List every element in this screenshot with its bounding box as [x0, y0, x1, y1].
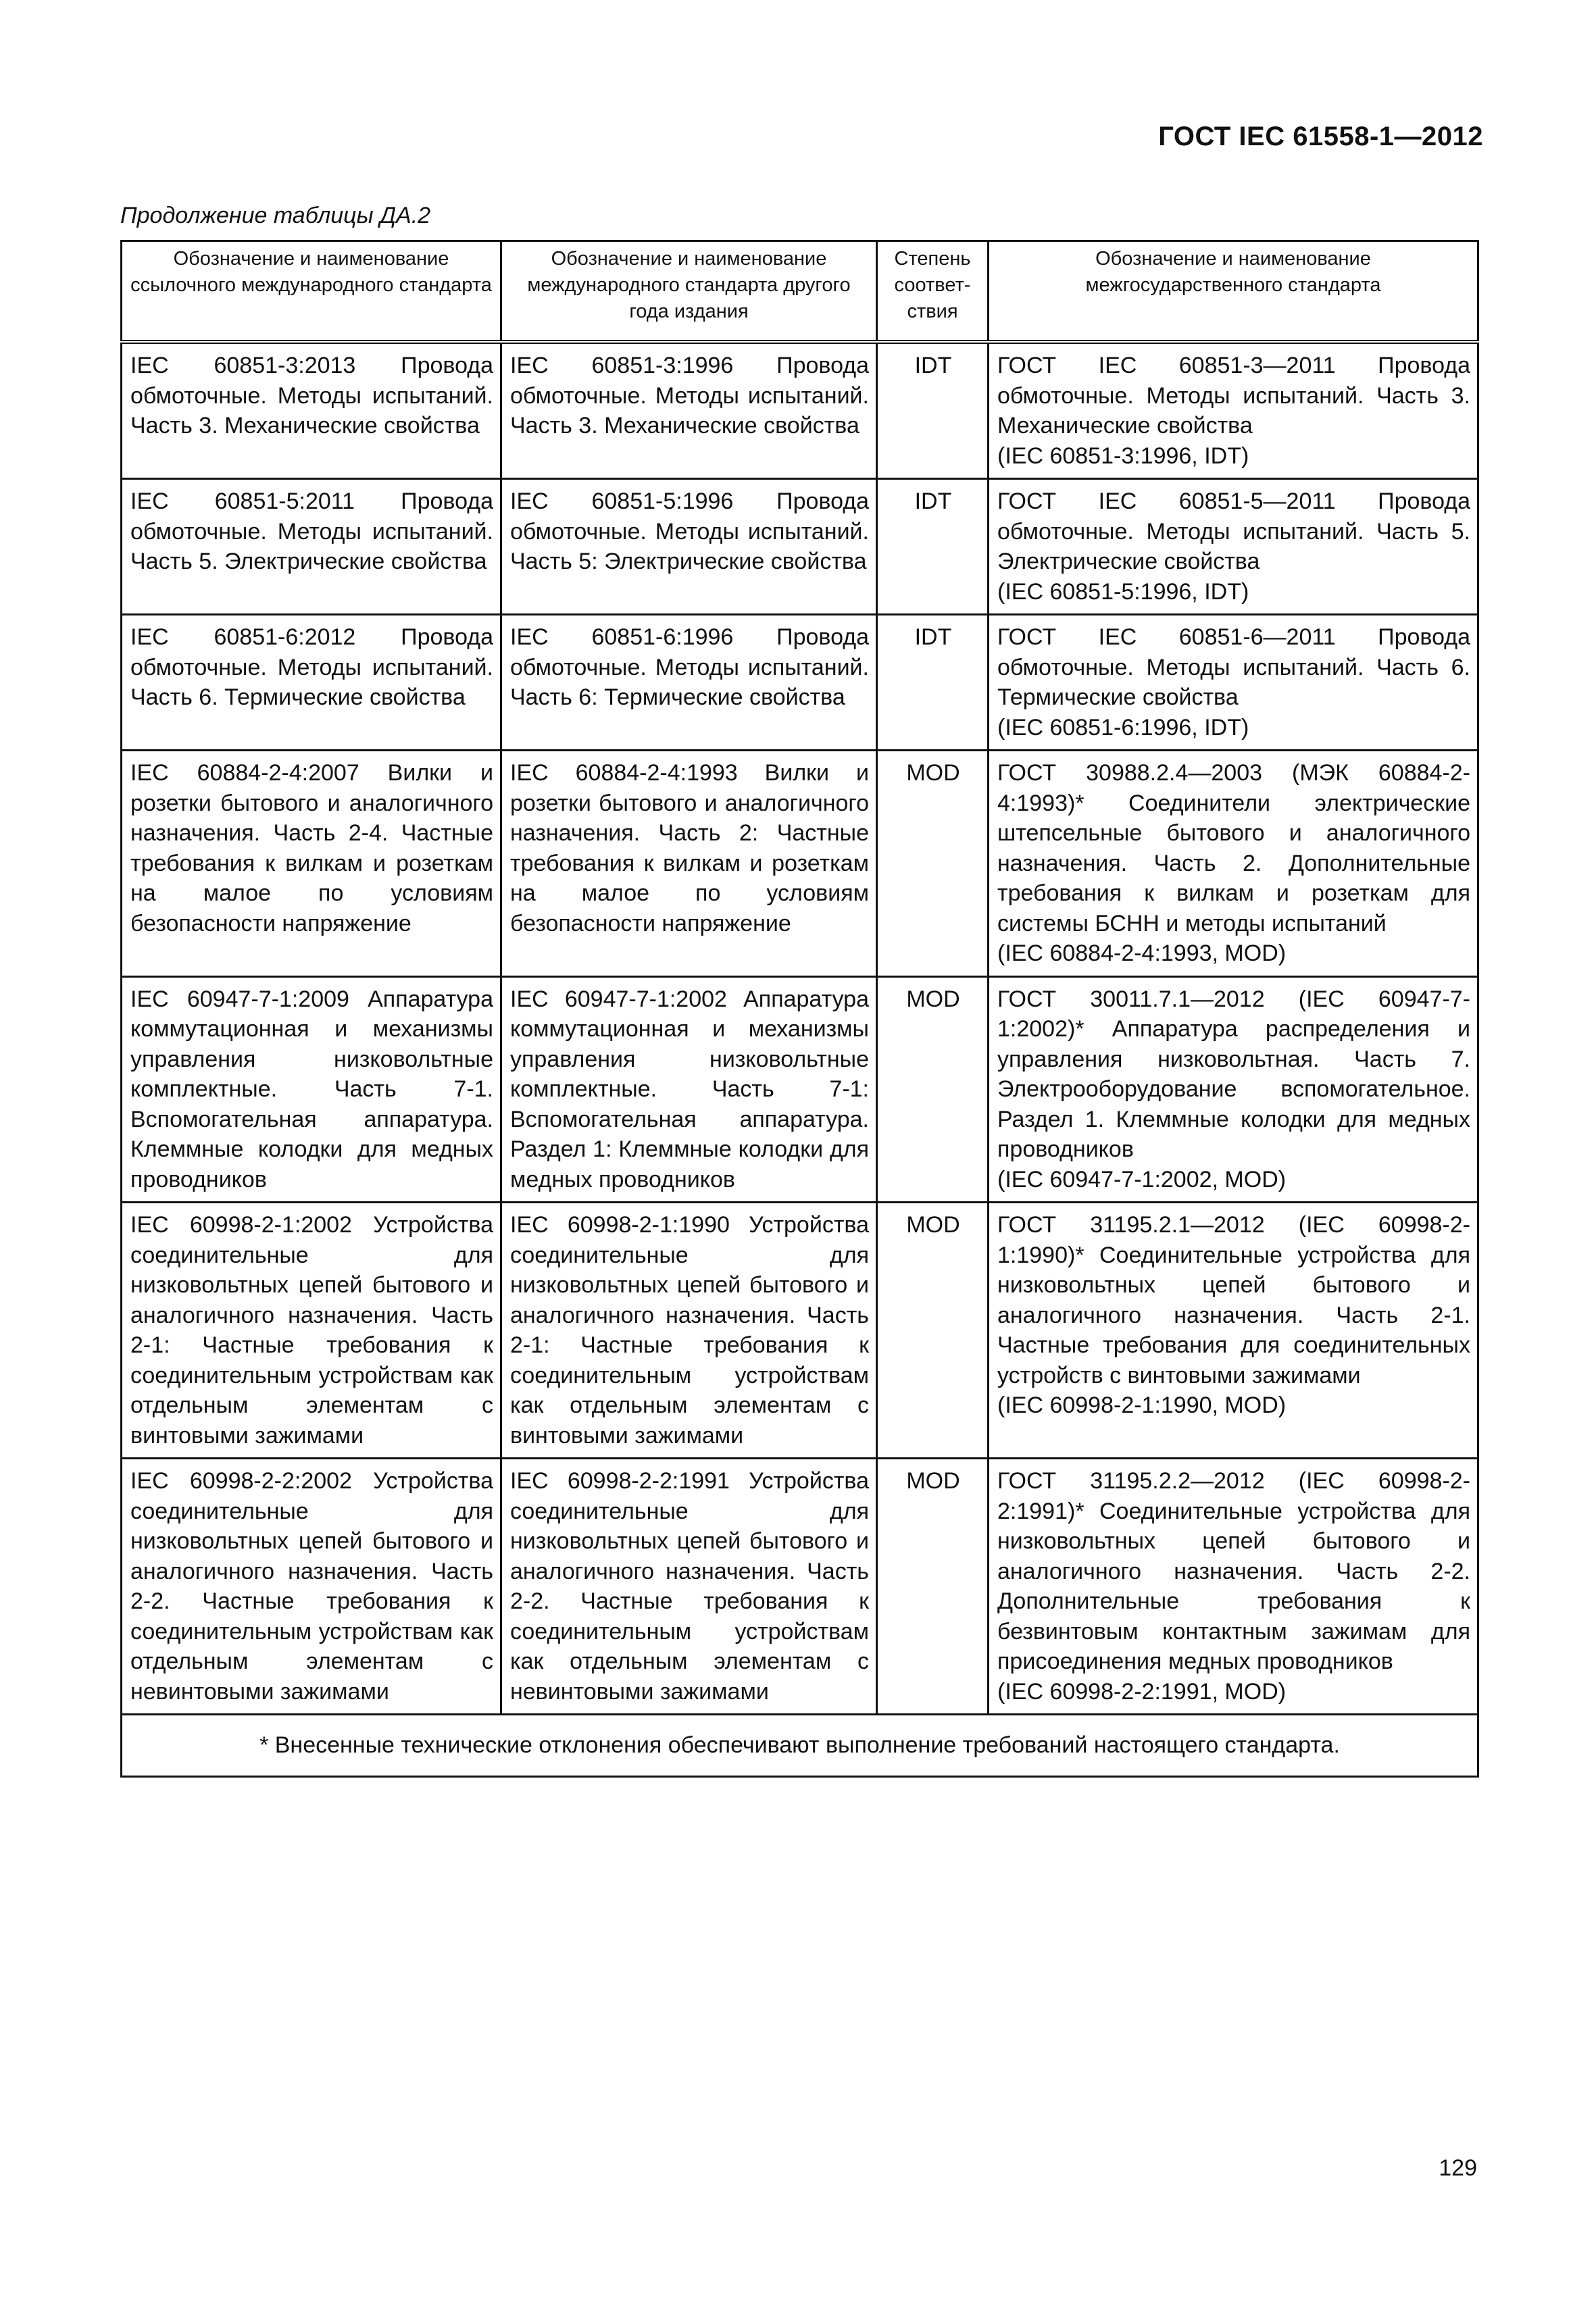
cell-interstate: ГОСТ 30988.2.4—2003 (МЭК 60884-2-4:1993)* Соединители электрические штепсельные бытового и аналогичного назначения. Часть 2. Дополнительные требования к вилкам и розеткам для системы БСНН и методы испытаний (IEC 60884-2-4:1993, MOD)	[989, 751, 1478, 977]
cell-international: IEC 60851-3:2013 Провода обмоточные. Методы испытаний. Часть 3. Механические свойства	[122, 342, 501, 479]
table-row	[122, 1459, 1478, 1715]
header-degree-of-conformity: Степень соответ-ствия	[877, 241, 989, 331]
table-caption: Продолжение таблицы ДА.2	[120, 203, 431, 228]
cell-degree: MOD	[877, 751, 989, 977]
cell-other-year: IEC 60998-2-2:1991 Устройства соединительные для низковольтных цепей бытового и аналогичного назначения. Часть 2-2. Частные требования к соединительным устройствам как отдельным элементам с невинтовыми зажимами	[501, 1459, 877, 1715]
cell-degree: IDT	[877, 342, 989, 479]
table-row	[122, 976, 1478, 1203]
table-header-row	[122, 241, 1478, 331]
cell-degree: MOD	[877, 1459, 989, 1715]
cell-international: IEC 60998-2-2:2002 Устройства соединительные для низковольтных цепей бытового и аналогичного назначения. Часть 2-2. Частные требования к соединительным устройствам как отдельным элементам с невинтовыми зажимами	[122, 1459, 501, 1715]
cell-interstate: ГОСТ 30011.7.1—2012 (IEC 60947-7-1:2002)* Аппаратура распределения и управления низковольтная. Часть 7. Электрооборудование вспомогательное. Раздел 1. Клеммные колодки для медных проводников (IEC 60947-7-1:2002, MOD)	[989, 976, 1478, 1203]
cell-international: IEC 60851-5:2011 Провода обмоточные. Методы испытаний. Часть 5. Электрические свойства	[122, 479, 501, 615]
page-number: 129	[1439, 2155, 1477, 2181]
footnote-row	[122, 1715, 1478, 1777]
cell-other-year: IEC 60947-7-1:2002 Аппаратура коммутационная и механизмы управления низковольтные комплектные. Часть 7-1: Вспомогательная аппаратура. Раздел 1: Клеммные колодки для медных проводников	[501, 976, 877, 1203]
cell-international: IEC 60947-7-1:2009 Аппаратура коммутационная и механизмы управления низковольтные комплектные. Часть 7-1. Вспомогательная аппаратура. Клеммные колодки для медных проводников	[122, 976, 501, 1203]
cell-international: IEC 60884-2-4:2007 Вилки и розетки бытового и аналогичного назначения. Часть 2-4. Частные требования к вилкам и розеткам на малое по условиям безопасности напряжение	[122, 751, 501, 977]
table-row	[122, 1203, 1478, 1459]
standards-table	[120, 240, 1479, 1778]
table-row	[122, 479, 1478, 615]
cell-other-year: IEC 60851-6:1996 Провода обмоточные. Методы испытаний. Часть 6: Термические свойства	[501, 615, 877, 751]
table-footnote: * Внесенные технические отклонения обеспечивают выполнение требований настоящего стандарта.	[122, 1715, 1478, 1777]
table-row	[122, 615, 1478, 751]
table-row	[122, 751, 1478, 977]
header-separator	[122, 330, 1478, 342]
table-row	[122, 342, 1478, 479]
cell-international: IEC 60851-6:2012 Провода обмоточные. Методы испытаний. Часть 6. Термические свойства	[122, 615, 501, 751]
cell-other-year: IEC 60851-5:1996 Провода обмоточные. Методы испытаний. Часть 5: Электрические свойства	[501, 479, 877, 615]
cell-degree: MOD	[877, 976, 989, 1203]
cell-interstate: ГОСТ IEC 60851-6—2011 Провода обмоточные. Методы испытаний. Часть 6. Термические свойства (IEC 60851-6:1996, IDT)	[989, 615, 1478, 751]
header-other-year-standard: Обозначение и наименование международного стандарта другого года издания	[501, 241, 877, 331]
cell-interstate: ГОСТ 31195.2.1—2012 (IEC 60998-2-1:1990)* Соединительные устройства для низковольтных цепей бытового и аналогичного назначения. Часть 2-1. Частные требования для соединительных устройств с винтовыми зажимами (IEC 60998-2-1:1990, MOD)	[989, 1203, 1478, 1459]
document-header: ГОСТ IEC 61558-1—2012	[1158, 122, 1483, 151]
cell-interstate: ГОСТ 31195.2.2—2012 (IEC 60998-2-2:1991)* Соединительные устройства для низковольтных цепей бытового и аналогичного назначения. Часть 2-2. Дополнительные требования к безвинтовым контактным зажимам для присоединения медных проводников (IEC 60998-2-2:1991, MOD)	[989, 1459, 1478, 1715]
cell-other-year: IEC 60884-2-4:1993 Вилки и розетки бытового и аналогичного назначения. Часть 2: Частные требования к вилкам и розеткам на малое по условиям безопасности напряжение	[501, 751, 877, 977]
cell-other-year: IEC 60851-3:1996 Провода обмоточные. Методы испытаний. Часть 3. Механические свойства	[501, 342, 877, 479]
cell-interstate: ГОСТ IEC 60851-5—2011 Провода обмоточные. Методы испытаний. Часть 5. Электрические свойства (IEC 60851-5:1996, IDT)	[989, 479, 1478, 615]
header-international-standard: Обозначение и наименование ссылочного международного стандарта	[122, 241, 501, 331]
cell-other-year: IEC 60998-2-1:1990 Устройства соединительные для низковольтных цепей бытового и аналогичного назначения. Часть 2-1: Частные требования к соединительным устройствам как отдельным элементам с винтовыми зажимами	[501, 1203, 877, 1459]
cell-interstate: ГОСТ IEC 60851-3—2011 Провода обмоточные. Методы испытаний. Часть 3. Механические свойства (IEC 60851-3:1996, IDT)	[989, 342, 1478, 479]
cell-degree: IDT	[877, 479, 989, 615]
cell-international: IEC 60998-2-1:2002 Устройства соединительные для низковольтных цепей бытового и аналогичного назначения. Часть 2-1: Частные требования к соединительным устройствам как отдельным элементам с винтовыми зажимами	[122, 1203, 501, 1459]
cell-degree: IDT	[877, 615, 989, 751]
header-interstate-standard: Обозначение и наименование межгосударственного стандарта	[989, 241, 1478, 331]
cell-degree: MOD	[877, 1203, 989, 1459]
